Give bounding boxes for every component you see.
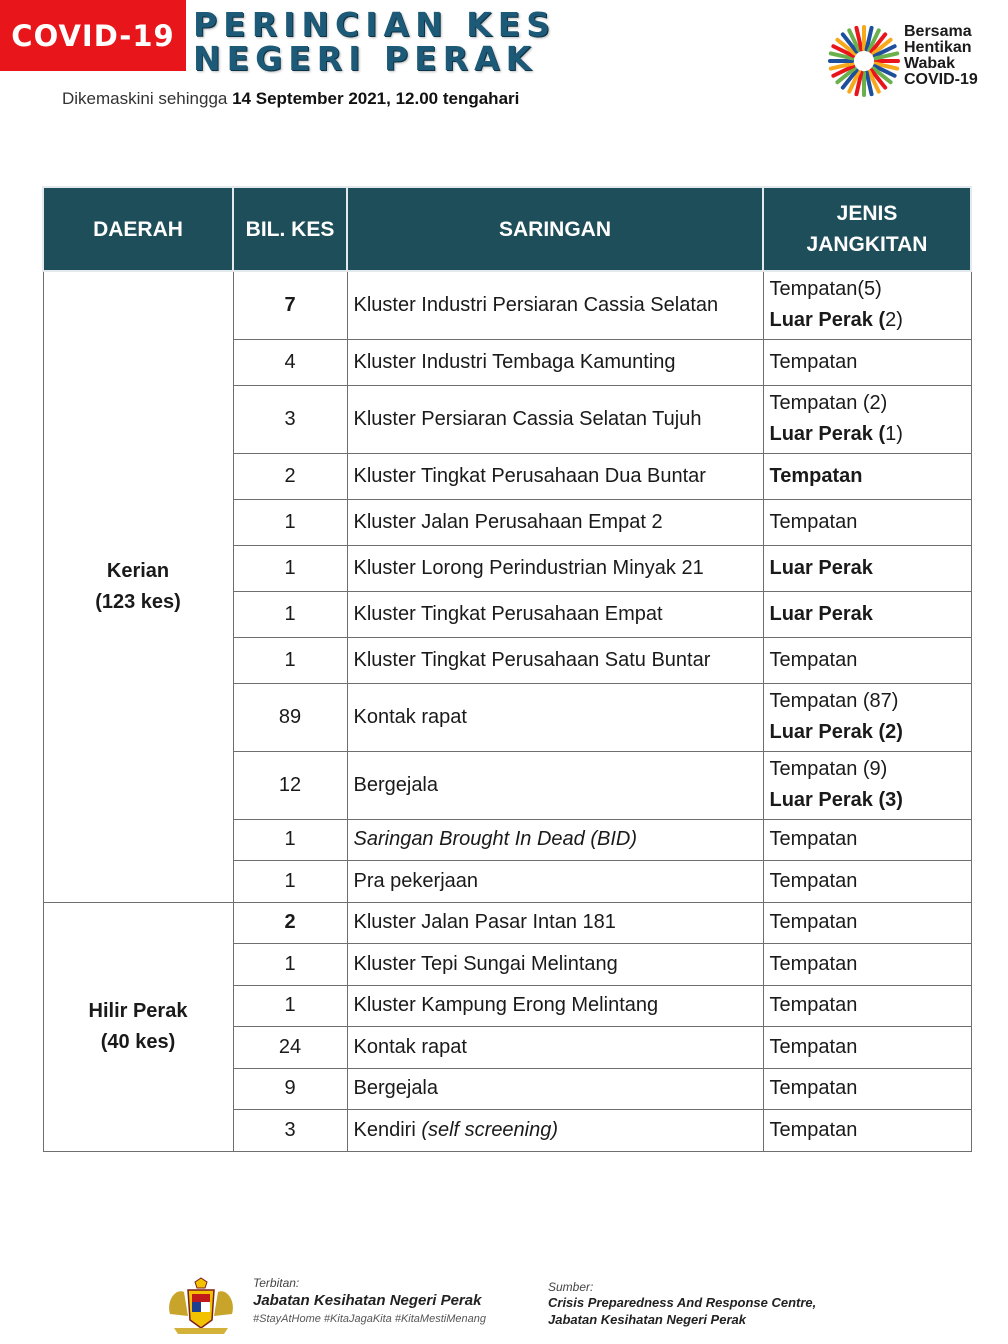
case-count: 4 — [233, 339, 347, 385]
infection-type: Luar Perak — [763, 545, 971, 591]
table-row — [43, 271, 971, 339]
header-saringan: SARINGAN — [347, 187, 763, 271]
header-jenis-line-2: JANGKITAN — [806, 233, 928, 256]
hashtags: #StayAtHome #KitaJagaKita #KitaMestiMenang — [253, 1313, 486, 1325]
infection-outside: Luar Perak (3) — [769, 789, 903, 811]
header-daerah: DAERAH — [43, 187, 233, 271]
update-prefix: Dikemaskini sehingga — [62, 89, 233, 108]
header-jenis-jangkitan — [763, 187, 971, 271]
screening-type: Kluster Industri Tembaga Kamunting — [347, 339, 763, 385]
screening-type: Bergejala — [347, 751, 763, 819]
screening-type: Kluster Lorong Perindustrian Minyak 21 — [347, 545, 763, 591]
case-count: 1 — [233, 499, 347, 545]
infection-outside-count: 2) — [885, 309, 903, 332]
screening-type: Kluster Kampung Erong Melintang — [347, 985, 763, 1026]
update-timestamp — [62, 89, 519, 109]
source-line-2: Jabatan Kesihatan Negeri Perak — [548, 1312, 746, 1327]
district-total: (123 kes) — [95, 590, 181, 613]
badge-label: COVID-19 — [11, 18, 175, 53]
screening-type: Kontak rapat — [347, 683, 763, 751]
update-date: 14 September 2021, 12.00 tengahari — [232, 89, 520, 108]
infection-type: Tempatan — [763, 453, 971, 499]
case-count: 1 — [233, 985, 347, 1026]
infection-outside — [770, 419, 965, 450]
district-cell-hilir-perak — [43, 902, 233, 1151]
screening-type: Saringan Brought In Dead (BID) — [347, 819, 763, 860]
header-jenis-line-1: JENIS — [836, 202, 898, 225]
infection-type — [763, 751, 971, 819]
infection-type — [763, 271, 971, 339]
screening-type: Kluster Persiaran Cassia Selatan Tujuh — [347, 385, 763, 453]
infection-type: Tempatan — [763, 943, 971, 985]
infection-local: Tempatan (9) — [769, 758, 888, 780]
screening-type — [347, 1109, 763, 1151]
source-line-1: Crisis Preparedness And Response Centre, — [548, 1295, 817, 1310]
infection-outside — [770, 305, 965, 336]
covid-badge — [0, 0, 186, 71]
infection-type: Tempatan — [763, 860, 971, 902]
case-count: 1 — [233, 860, 347, 902]
case-count: 2 — [233, 902, 347, 943]
district-name: Kerian — [106, 559, 170, 582]
header-bil-kes: BIL. KES — [233, 187, 347, 271]
screening-type: Kluster Jalan Perusahaan Empat 2 — [347, 499, 763, 545]
infection-type: Luar Perak — [763, 591, 971, 637]
screening-type: Kontak rapat — [347, 1026, 763, 1068]
infection-local: Tempatan (2) — [769, 392, 888, 414]
logo-line-4: COVID-19 — [904, 71, 978, 88]
source-label: Sumber: — [548, 1280, 594, 1294]
infection-type: Tempatan — [763, 985, 971, 1026]
campaign-logo-text — [904, 24, 978, 88]
district-total: (40 kes) — [100, 1030, 176, 1053]
case-count: 1 — [233, 819, 347, 860]
case-count: 9 — [233, 1068, 347, 1109]
district-name: Hilir Perak — [88, 999, 188, 1022]
case-count: 3 — [233, 1109, 347, 1151]
logo-line-3: Wabak — [904, 55, 955, 72]
source-block — [548, 1280, 816, 1328]
screening-type: Bergejala — [347, 1068, 763, 1109]
screening-type: Pra pekerjaan — [347, 860, 763, 902]
case-count: 1 — [233, 545, 347, 591]
case-count: 3 — [233, 385, 347, 453]
title-line-1: PERINCIAN KES — [193, 5, 557, 44]
district-cell-kerian — [43, 271, 233, 902]
screening-type-main: Kendiri — [353, 1118, 422, 1141]
infection-type: Tempatan — [763, 1026, 971, 1068]
infection-type: Tempatan — [763, 1068, 971, 1109]
infection-type: Tempatan — [763, 1109, 971, 1151]
infection-type — [763, 385, 971, 453]
case-count: 7 — [233, 271, 347, 339]
logo-line-1: Bersama — [904, 23, 972, 40]
infection-type: Tempatan — [763, 499, 971, 545]
screening-type: Kluster Tingkat Perusahaan Empat — [347, 591, 763, 637]
table-row — [43, 902, 971, 943]
infection-outside-label: Luar Perak ( — [769, 309, 886, 332]
infection-local: Tempatan(5) — [769, 278, 882, 301]
case-count: 24 — [233, 1026, 347, 1068]
case-count: 1 — [233, 637, 347, 683]
publisher-name: Jabatan Kesihatan Negeri Perak — [253, 1292, 482, 1309]
screening-type-note: (self screening) — [421, 1118, 559, 1141]
screening-type: Kluster Tingkat Perusahaan Dua Buntar — [347, 453, 763, 499]
screening-type: Kluster Tingkat Perusahaan Satu Buntar — [347, 637, 763, 683]
case-count: 89 — [233, 683, 347, 751]
case-table — [42, 186, 972, 1152]
infection-type: Tempatan — [763, 637, 971, 683]
screening-type: Kluster Jalan Pasar Intan 181 — [347, 902, 763, 943]
logo-line-2: Hentikan — [904, 39, 972, 56]
case-count: 1 — [233, 943, 347, 985]
infection-type: Tempatan — [763, 902, 971, 943]
case-count: 2 — [233, 453, 347, 499]
title-line-2: NEGERI PERAK — [193, 39, 538, 78]
infection-outside-count: 1) — [885, 423, 903, 445]
screening-type: Kluster Industri Persiaran Cassia Selatan — [347, 271, 763, 339]
publisher-block — [253, 1276, 486, 1325]
case-count: 12 — [233, 751, 347, 819]
screening-type: Kluster Tepi Sungai Melintang — [347, 943, 763, 985]
case-count: 1 — [233, 591, 347, 637]
infection-type: Tempatan — [763, 339, 971, 385]
sunburst-icon — [826, 20, 902, 102]
infection-type: Tempatan — [763, 819, 971, 860]
infection-type — [763, 683, 971, 751]
publisher-label: Terbitan: — [253, 1276, 300, 1290]
page-title — [193, 5, 557, 78]
infection-outside: Luar Perak (2) — [769, 721, 903, 743]
infection-outside-label: Luar Perak ( — [769, 423, 886, 445]
campaign-logo — [826, 20, 996, 102]
infection-local: Tempatan (87) — [769, 690, 899, 712]
table-header-row — [43, 187, 971, 271]
state-crest-icon — [162, 1276, 240, 1338]
